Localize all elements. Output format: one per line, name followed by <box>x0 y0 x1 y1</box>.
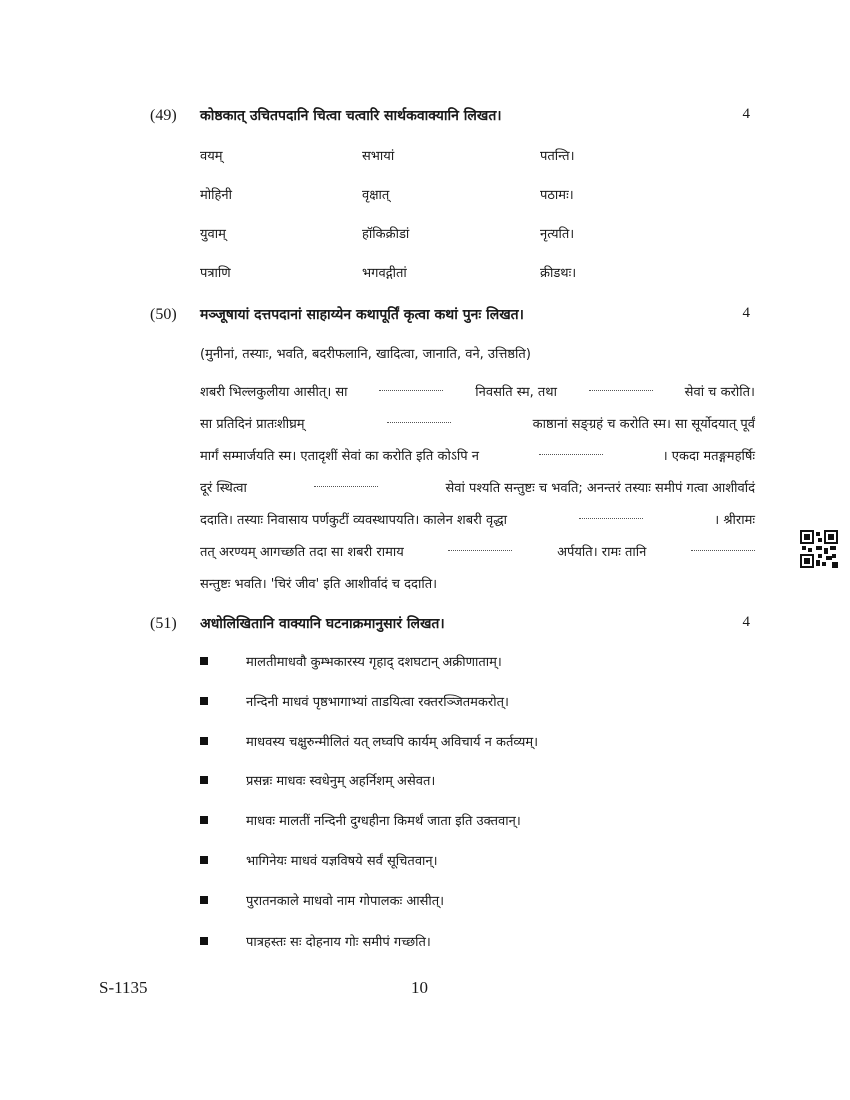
word-row <box>200 224 620 248</box>
fill-blank[interactable] <box>589 382 653 391</box>
passage-text: सेवां च करोति। <box>684 385 755 400</box>
word-cell: भगवद्गीतां <box>362 266 407 281</box>
list-item <box>200 771 435 789</box>
bullet-square-icon <box>200 776 208 784</box>
bullet-square-icon <box>200 856 208 864</box>
list-item <box>200 811 521 829</box>
fill-blank[interactable] <box>579 510 643 519</box>
passage-text: ददाति। तस्याः निवासाय पर्णकुटीं व्यवस्थापयति। कालेन शबरी वृद्धा <box>200 513 507 528</box>
sentence-text: माधवस्य चक्षुरुन्मीलितं यत् लघ्वपि कार्यम् अविचार्य न कर्तव्यम्। <box>246 735 539 750</box>
bullet-square-icon <box>200 816 208 824</box>
passage-text: मार्गं सम्मार्जयति स्म। एतादृशीं सेवां का करोति इति कोऽपि न <box>200 449 479 464</box>
word-cell: मोहिनी <box>200 188 232 203</box>
question-marks: 4 <box>742 614 750 630</box>
word-cell: पत्राणि <box>200 266 231 281</box>
passage-text: । श्रीरामः <box>714 513 755 528</box>
passage-text: अर्पयति। रामः तानि <box>557 545 647 560</box>
word-cell: क्रीडथः। <box>540 266 577 281</box>
list-item <box>200 932 431 950</box>
question-number: (50) <box>150 306 177 323</box>
passage-line <box>200 510 755 528</box>
list-item <box>200 692 509 710</box>
question-51 <box>150 614 750 633</box>
question-number: (51) <box>150 615 177 632</box>
word-cell: नृत्यति। <box>540 227 575 242</box>
word-cell: युवाम् <box>200 227 226 242</box>
list-item <box>200 891 444 909</box>
word-cell: पठामः। <box>540 188 574 203</box>
bullet-square-icon <box>200 896 208 904</box>
passage-line <box>200 574 755 592</box>
passage-line <box>200 414 755 432</box>
sentence-text: मालतीमाधवौ कुम्भकारस्य गृहाद् दशघटान् अक्रीणाताम्। <box>246 655 502 670</box>
passage-text: शबरी भिल्लकुलीया आसीत्। सा <box>200 385 348 400</box>
bullet-square-icon <box>200 737 208 745</box>
word-cell: वृक्षात् <box>362 188 390 203</box>
sentence-text: नन्दिनी माधवं पृष्ठभागाभ्यां ताडयित्वा रक्तरञ्जितमकरोत्। <box>246 695 509 710</box>
fill-blank[interactable] <box>387 414 451 423</box>
sentence-text: पात्रहस्तः सः दोहनाय गोः समीपं गच्छति। <box>246 935 431 950</box>
fill-blank[interactable] <box>448 542 512 551</box>
sentence-text: भागिनेयः माधवं यज्ञविषये सर्वं सूचितवान्। <box>246 854 438 869</box>
passage-text: दूरं स्थित्वा <box>200 481 247 496</box>
question-instruction: अधोलिखितानि वाक्यानि घटनाक्रमानुसारं लिखत। <box>200 616 445 632</box>
sentence-text: पुरातनकाले माधवो नाम गोपालकः आसीत्। <box>246 894 445 909</box>
word-cell: सभायां <box>362 149 395 164</box>
word-box: (मुनीनां, तस्याः, भवति, बदरीफलानि, खादित्वा, जानाति, वने, उत्तिष्ठति) <box>200 347 531 362</box>
list-item <box>200 732 538 750</box>
sentence-text: प्रसन्नः माधवः स्वधेनुम् अहर्निशम् असेवत। <box>246 774 436 789</box>
paper-code: S-1135 <box>99 978 148 997</box>
word-row <box>200 146 620 170</box>
question-instruction: मञ्जूषायां दत्तपदानां साहाय्येन कथापूर्तिं कृत्वा कथां पुनः लिखत। <box>200 307 524 323</box>
fill-blank[interactable] <box>691 542 755 551</box>
question-marks: 4 <box>742 305 750 321</box>
word-cell: हॉकिक्रीडां <box>362 227 410 242</box>
passage-text: सा प्रतिदिनं प्रातःशीघ्रम् <box>200 417 305 432</box>
question-number: (49) <box>150 107 177 124</box>
word-cell: पतन्ति। <box>540 149 575 164</box>
passage-line <box>200 542 755 560</box>
fill-blank[interactable] <box>379 382 443 391</box>
page-number: 10 <box>411 978 428 997</box>
word-row <box>200 263 620 287</box>
qr-code-icon <box>800 530 838 568</box>
bullet-square-icon <box>200 937 208 945</box>
passage-line <box>200 478 755 496</box>
fill-blank[interactable] <box>539 446 603 455</box>
question-marks: 4 <box>742 106 750 122</box>
question-50 <box>150 305 750 324</box>
fill-blank[interactable] <box>314 478 378 487</box>
word-row <box>200 185 620 209</box>
passage-text: तत् अरण्यम् आगच्छति तदा सा शबरी रामाय <box>200 545 404 560</box>
passage-text: सन्तुष्टः भवति। 'चिरं जीव' इति आशीर्वादं च ददाति। <box>200 577 438 592</box>
bullet-square-icon <box>200 657 208 665</box>
word-cell: वयम् <box>200 149 223 164</box>
passage-text: । एकदा मतङ्गमहर्षिः <box>662 449 755 464</box>
question-49 <box>150 106 750 125</box>
passage-line <box>200 382 755 400</box>
bullet-square-icon <box>200 697 208 705</box>
passage-text: निवसति स्म, तथा <box>475 385 557 400</box>
passage-text: सेवां पश्यति सन्तुष्टः च भवति; अनन्तरं तस्याः समीपं गत्वा आशीर्वादं <box>445 481 755 496</box>
passage-text: काष्ठानां सङ्ग्रहं च करोति स्म। सा सूर्योदयात् पूर्वं <box>532 417 755 432</box>
list-item <box>200 652 502 670</box>
list-item <box>200 851 438 869</box>
passage-line <box>200 446 755 464</box>
question-instruction: कोष्ठकात् उचितपदानि चित्वा चत्वारि सार्थकवाक्यानि लिखत। <box>200 108 502 124</box>
sentence-text: माधवः मालतीं नन्दिनी दुग्धहीना किमर्थं जाता इति उक्तवान्। <box>246 814 521 829</box>
